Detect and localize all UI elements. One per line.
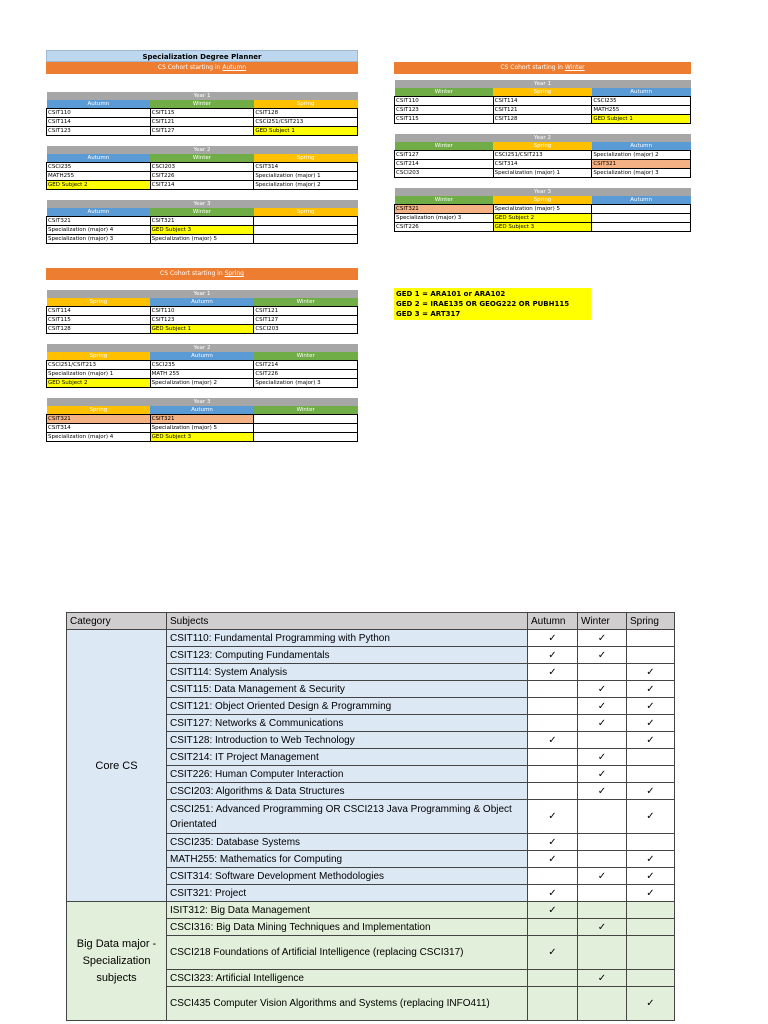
course-cell: GED Subject 3 bbox=[150, 226, 254, 235]
course-cell: CSIT314 bbox=[493, 160, 592, 169]
subject-cell: CSIT128: Introduction to Web Technology bbox=[167, 732, 528, 749]
term-tick-cell: ✓ bbox=[627, 681, 675, 698]
course-cell: CSIT121 bbox=[254, 307, 358, 316]
ged-notes bbox=[394, 288, 591, 320]
term-tick-cell bbox=[627, 749, 675, 766]
term-header: Winter bbox=[254, 406, 358, 415]
subject-cell: CSIT226: Human Computer Interaction bbox=[167, 766, 528, 783]
course-cell: CSIT115 bbox=[395, 115, 494, 124]
subject-cell: CSCI235: Database Systems bbox=[167, 834, 528, 851]
cohort-winter-label: CS Cohort starting in Winter bbox=[394, 62, 691, 74]
course-cell: CSIT114 bbox=[47, 307, 151, 316]
term-tick-cell: ✓ bbox=[578, 715, 627, 732]
course-cell: GED Subject 1 bbox=[150, 325, 254, 334]
term-tick-cell bbox=[627, 902, 675, 919]
term-tick-cell: ✓ bbox=[578, 749, 627, 766]
course-cell: CSCI203 bbox=[395, 169, 494, 178]
course-cell: Specialization (major) 3 bbox=[592, 169, 691, 178]
course-cell: CSIT321 bbox=[592, 160, 691, 169]
year-table bbox=[394, 80, 691, 124]
term-header: Spring bbox=[493, 142, 592, 151]
course-cell: Specialization (major) 3 bbox=[47, 235, 151, 244]
course-cell: CSCI203 bbox=[150, 163, 254, 172]
column-header: Subjects bbox=[167, 613, 528, 630]
term-tick-cell: ✓ bbox=[627, 987, 675, 1021]
category-cell: Core CS bbox=[67, 630, 167, 902]
term-header: Winter bbox=[395, 88, 494, 97]
term-tick-cell bbox=[528, 919, 578, 936]
course-cell: CSIT128 bbox=[254, 109, 358, 118]
subject-cell: ISIT312: Big Data Management bbox=[167, 902, 528, 919]
year-table bbox=[394, 134, 691, 178]
ged-note-1: GED 1 = ARA101 or ARA102 bbox=[396, 290, 506, 298]
year-table bbox=[46, 344, 358, 388]
course-cell bbox=[254, 424, 358, 433]
term-tick-cell bbox=[627, 936, 675, 970]
table-row bbox=[67, 630, 675, 647]
spring-years bbox=[46, 290, 358, 442]
term-tick-cell bbox=[627, 970, 675, 987]
subjects-header-row bbox=[67, 613, 675, 630]
year-label: Year 3 bbox=[395, 188, 691, 196]
ged-note-3: GED 3 = ART317 bbox=[396, 310, 461, 318]
column-header: Category bbox=[67, 613, 167, 630]
year-label: Year 2 bbox=[47, 146, 358, 154]
category-cell: Big Data major - Specialization subjects bbox=[67, 902, 167, 1021]
course-cell bbox=[592, 223, 691, 232]
term-tick-cell bbox=[578, 851, 627, 868]
term-tick-cell: ✓ bbox=[627, 715, 675, 732]
subject-cell: CSCI251: Advanced Programming OR CSCI213 Java Programming & Object Orientated bbox=[167, 800, 528, 834]
course-cell: Specialization (major) 3 bbox=[395, 214, 494, 223]
term-tick-cell bbox=[528, 749, 578, 766]
year-table bbox=[46, 146, 358, 190]
subject-cell: CSIT127: Networks & Communications bbox=[167, 715, 528, 732]
course-cell bbox=[254, 226, 358, 235]
subject-cell: CSIT115: Data Management & Security bbox=[167, 681, 528, 698]
cohort-autumn-label: CS Cohort starting in Autumn bbox=[46, 62, 358, 74]
year-label: Year 3 bbox=[47, 398, 358, 406]
term-tick-cell: ✓ bbox=[528, 630, 578, 647]
term-header: Autumn bbox=[592, 142, 691, 151]
winter-years bbox=[394, 80, 691, 232]
term-tick-cell: ✓ bbox=[627, 800, 675, 834]
course-cell: Specialization (major) 1 bbox=[47, 370, 151, 379]
term-header: Autumn bbox=[47, 154, 151, 163]
term-tick-cell: ✓ bbox=[578, 647, 627, 664]
course-cell: Specialization (major) 1 bbox=[254, 172, 358, 181]
course-cell: CSCI251/CSIT213 bbox=[254, 118, 358, 127]
term-header: Spring bbox=[493, 88, 592, 97]
term-tick-cell: ✓ bbox=[578, 919, 627, 936]
course-cell: CSIT321 bbox=[395, 205, 494, 214]
term-tick-cell: ✓ bbox=[528, 800, 578, 834]
cohort-spring-label: CS Cohort starting in Spring bbox=[46, 268, 358, 280]
year-label: Year 1 bbox=[47, 290, 358, 298]
course-cell: CSIT123 bbox=[47, 127, 151, 136]
year-table bbox=[46, 200, 358, 244]
term-header: Spring bbox=[493, 196, 592, 205]
term-header: Winter bbox=[254, 352, 358, 361]
course-cell bbox=[254, 433, 358, 442]
subject-cell: CSIT121: Object Oriented Design & Programming bbox=[167, 698, 528, 715]
term-header: Autumn bbox=[150, 406, 254, 415]
term-header: Autumn bbox=[47, 208, 151, 217]
planner-spring-cohort bbox=[46, 268, 358, 442]
course-cell: CSIT127 bbox=[254, 316, 358, 325]
course-cell: Specialization (major) 1 bbox=[493, 169, 592, 178]
subject-cell: CSCI316: Big Data Mining Techniques and Implementation bbox=[167, 919, 528, 936]
subject-cell: CSCI218 Foundations of Artificial Intelligence (replacing CSCI317) bbox=[167, 936, 528, 970]
planner-autumn-cohort bbox=[46, 50, 358, 244]
course-cell: CSIT127 bbox=[150, 127, 254, 136]
column-header: Winter bbox=[578, 613, 627, 630]
subject-cell: CSIT110: Fundamental Programming with Python bbox=[167, 630, 528, 647]
subject-cell: MATH255: Mathematics for Computing bbox=[167, 851, 528, 868]
term-header: Winter bbox=[150, 100, 254, 109]
term-tick-cell: ✓ bbox=[627, 783, 675, 800]
course-cell: CSIT110 bbox=[47, 109, 151, 118]
term-header: Spring bbox=[254, 100, 358, 109]
term-tick-cell bbox=[528, 783, 578, 800]
term-tick-cell bbox=[578, 800, 627, 834]
year-table bbox=[46, 290, 358, 334]
course-cell: Specialization (major) 2 bbox=[592, 151, 691, 160]
subject-cell: CSCI435 Computer Vision Algorithms and Systems (replacing INFO411) bbox=[167, 987, 528, 1021]
year-label: Year 3 bbox=[47, 200, 358, 208]
term-tick-cell: ✓ bbox=[528, 885, 578, 902]
term-header: Autumn bbox=[592, 196, 691, 205]
course-cell: CSIT128 bbox=[493, 115, 592, 124]
course-cell: CSIT127 bbox=[395, 151, 494, 160]
term-tick-cell bbox=[578, 902, 627, 919]
year-table bbox=[394, 188, 691, 232]
course-cell: GED Subject 3 bbox=[150, 433, 254, 442]
subject-cell: CSIT114: System Analysis bbox=[167, 664, 528, 681]
term-tick-cell bbox=[578, 936, 627, 970]
term-header: Winter bbox=[150, 154, 254, 163]
year-table bbox=[46, 92, 358, 136]
course-cell: CSCI235 bbox=[150, 361, 254, 370]
term-tick-cell bbox=[627, 919, 675, 936]
course-cell: CSCI251/CSIT213 bbox=[47, 361, 151, 370]
course-cell: CSIT214 bbox=[395, 160, 494, 169]
course-cell: GED Subject 1 bbox=[592, 115, 691, 124]
autumn-years bbox=[46, 92, 358, 244]
term-tick-cell bbox=[578, 732, 627, 749]
term-tick-cell: ✓ bbox=[528, 851, 578, 868]
course-cell: CSIT214 bbox=[150, 181, 254, 190]
term-header: Spring bbox=[254, 208, 358, 217]
course-cell: CSIT214 bbox=[254, 361, 358, 370]
course-cell: CSIT321 bbox=[150, 415, 254, 424]
subject-cell: CSCI203: Algorithms & Data Structures bbox=[167, 783, 528, 800]
course-cell: CSIT121 bbox=[150, 118, 254, 127]
term-header: Winter bbox=[395, 196, 494, 205]
term-tick-cell bbox=[528, 715, 578, 732]
term-tick-cell: ✓ bbox=[578, 783, 627, 800]
course-cell: CSIT314 bbox=[254, 163, 358, 172]
course-cell: CSIT123 bbox=[150, 316, 254, 325]
term-tick-cell: ✓ bbox=[578, 698, 627, 715]
term-tick-cell: ✓ bbox=[627, 732, 675, 749]
course-cell: CSIT110 bbox=[150, 307, 254, 316]
term-tick-cell bbox=[578, 987, 627, 1021]
term-tick-cell: ✓ bbox=[528, 732, 578, 749]
column-header: Spring bbox=[627, 613, 675, 630]
course-cell bbox=[592, 205, 691, 214]
term-tick-cell bbox=[528, 868, 578, 885]
course-cell: CSIT114 bbox=[47, 118, 151, 127]
course-cell: Specialization (major) 5 bbox=[150, 235, 254, 244]
subject-cell: CSIT314: Software Development Methodologies bbox=[167, 868, 528, 885]
term-header: Autumn bbox=[47, 100, 151, 109]
year-table bbox=[46, 398, 358, 442]
term-tick-cell bbox=[627, 647, 675, 664]
planner-winter-cohort bbox=[394, 62, 691, 232]
course-cell: GED Subject 3 bbox=[493, 223, 592, 232]
term-tick-cell: ✓ bbox=[528, 664, 578, 681]
course-cell: Specialization (major) 3 bbox=[254, 379, 358, 388]
course-cell: CSIT314 bbox=[47, 424, 151, 433]
term-tick-cell bbox=[528, 987, 578, 1021]
term-tick-cell: ✓ bbox=[627, 698, 675, 715]
course-cell: Specialization (major) 4 bbox=[47, 226, 151, 235]
course-cell: CSIT114 bbox=[493, 97, 592, 106]
year-label: Year 2 bbox=[395, 134, 691, 142]
term-header: Autumn bbox=[150, 298, 254, 307]
course-cell: MATH255 bbox=[592, 106, 691, 115]
subjects-table bbox=[66, 612, 675, 1021]
term-tick-cell bbox=[578, 664, 627, 681]
term-header: Winter bbox=[254, 298, 358, 307]
course-cell bbox=[254, 415, 358, 424]
course-cell: GED Subject 2 bbox=[47, 181, 151, 190]
course-cell: CSIT110 bbox=[395, 97, 494, 106]
course-cell: CSIT121 bbox=[493, 106, 592, 115]
term-tick-cell bbox=[578, 885, 627, 902]
course-cell: MATH 255 bbox=[150, 370, 254, 379]
course-cell: CSIT321 bbox=[47, 415, 151, 424]
course-cell: CSCI235 bbox=[592, 97, 691, 106]
term-tick-cell: ✓ bbox=[627, 868, 675, 885]
term-tick-cell: ✓ bbox=[528, 902, 578, 919]
course-cell: CSCI235 bbox=[47, 163, 151, 172]
course-cell: CSIT321 bbox=[47, 217, 151, 226]
course-cell bbox=[254, 235, 358, 244]
term-tick-cell: ✓ bbox=[578, 766, 627, 783]
course-cell: Specialization (major) 5 bbox=[150, 424, 254, 433]
term-tick-cell: ✓ bbox=[627, 885, 675, 902]
course-cell: MATH255 bbox=[47, 172, 151, 181]
ged-note-2: GED 2 = IRAE135 OR GEOG222 OR PUBH115 bbox=[396, 300, 570, 308]
course-cell: Specialization (major) 5 bbox=[493, 205, 592, 214]
term-tick-cell bbox=[528, 698, 578, 715]
term-header: Spring bbox=[47, 298, 151, 307]
term-header: Winter bbox=[395, 142, 494, 151]
term-tick-cell: ✓ bbox=[528, 647, 578, 664]
term-header: Spring bbox=[47, 406, 151, 415]
term-tick-cell: ✓ bbox=[578, 868, 627, 885]
course-cell: CSIT226 bbox=[150, 172, 254, 181]
subject-cell: CSIT214: IT Project Management bbox=[167, 749, 528, 766]
course-cell: GED Subject 2 bbox=[47, 379, 151, 388]
term-header: Spring bbox=[254, 154, 358, 163]
table-row bbox=[67, 902, 675, 919]
term-tick-cell bbox=[528, 681, 578, 698]
term-tick-cell: ✓ bbox=[627, 851, 675, 868]
year-label: Year 1 bbox=[395, 80, 691, 88]
course-cell: CSIT321 bbox=[150, 217, 254, 226]
course-cell: CSCI203 bbox=[254, 325, 358, 334]
term-tick-cell bbox=[627, 834, 675, 851]
subject-cell: CSIT321: Project bbox=[167, 885, 528, 902]
course-cell: Specialization (major) 2 bbox=[254, 181, 358, 190]
course-cell: GED Subject 2 bbox=[493, 214, 592, 223]
term-tick-cell bbox=[528, 970, 578, 987]
term-tick-cell bbox=[578, 834, 627, 851]
term-tick-cell: ✓ bbox=[627, 664, 675, 681]
course-cell bbox=[254, 217, 358, 226]
course-cell: Specialization (major) 4 bbox=[47, 433, 151, 442]
term-header: Autumn bbox=[150, 352, 254, 361]
term-tick-cell bbox=[627, 630, 675, 647]
subject-cell: CSCI323: Artificial Intelligence bbox=[167, 970, 528, 987]
year-label: Year 2 bbox=[47, 344, 358, 352]
course-cell: CSIT123 bbox=[395, 106, 494, 115]
course-cell: CSIT226 bbox=[395, 223, 494, 232]
course-cell: CSIT226 bbox=[254, 370, 358, 379]
term-tick-cell: ✓ bbox=[528, 834, 578, 851]
course-cell: CSIT115 bbox=[47, 316, 151, 325]
term-tick-cell bbox=[627, 766, 675, 783]
course-cell: CSCI251/CSIT213 bbox=[493, 151, 592, 160]
subject-cell: CSIT123: Computing Fundamentals bbox=[167, 647, 528, 664]
term-tick-cell: ✓ bbox=[578, 681, 627, 698]
course-cell: GED Subject 1 bbox=[254, 127, 358, 136]
course-cell: CSIT128 bbox=[47, 325, 151, 334]
term-header: Autumn bbox=[592, 88, 691, 97]
term-header: Spring bbox=[47, 352, 151, 361]
year-label: Year 1 bbox=[47, 92, 358, 100]
term-tick-cell: ✓ bbox=[578, 630, 627, 647]
column-header: Autumn bbox=[528, 613, 578, 630]
course-cell: CSIT115 bbox=[150, 109, 254, 118]
term-tick-cell: ✓ bbox=[578, 970, 627, 987]
course-cell bbox=[592, 214, 691, 223]
planner-title: Specialization Degree Planner bbox=[46, 50, 358, 62]
course-cell: Specialization (major) 2 bbox=[150, 379, 254, 388]
term-tick-cell: ✓ bbox=[528, 936, 578, 970]
term-header: Winter bbox=[150, 208, 254, 217]
term-tick-cell bbox=[528, 766, 578, 783]
